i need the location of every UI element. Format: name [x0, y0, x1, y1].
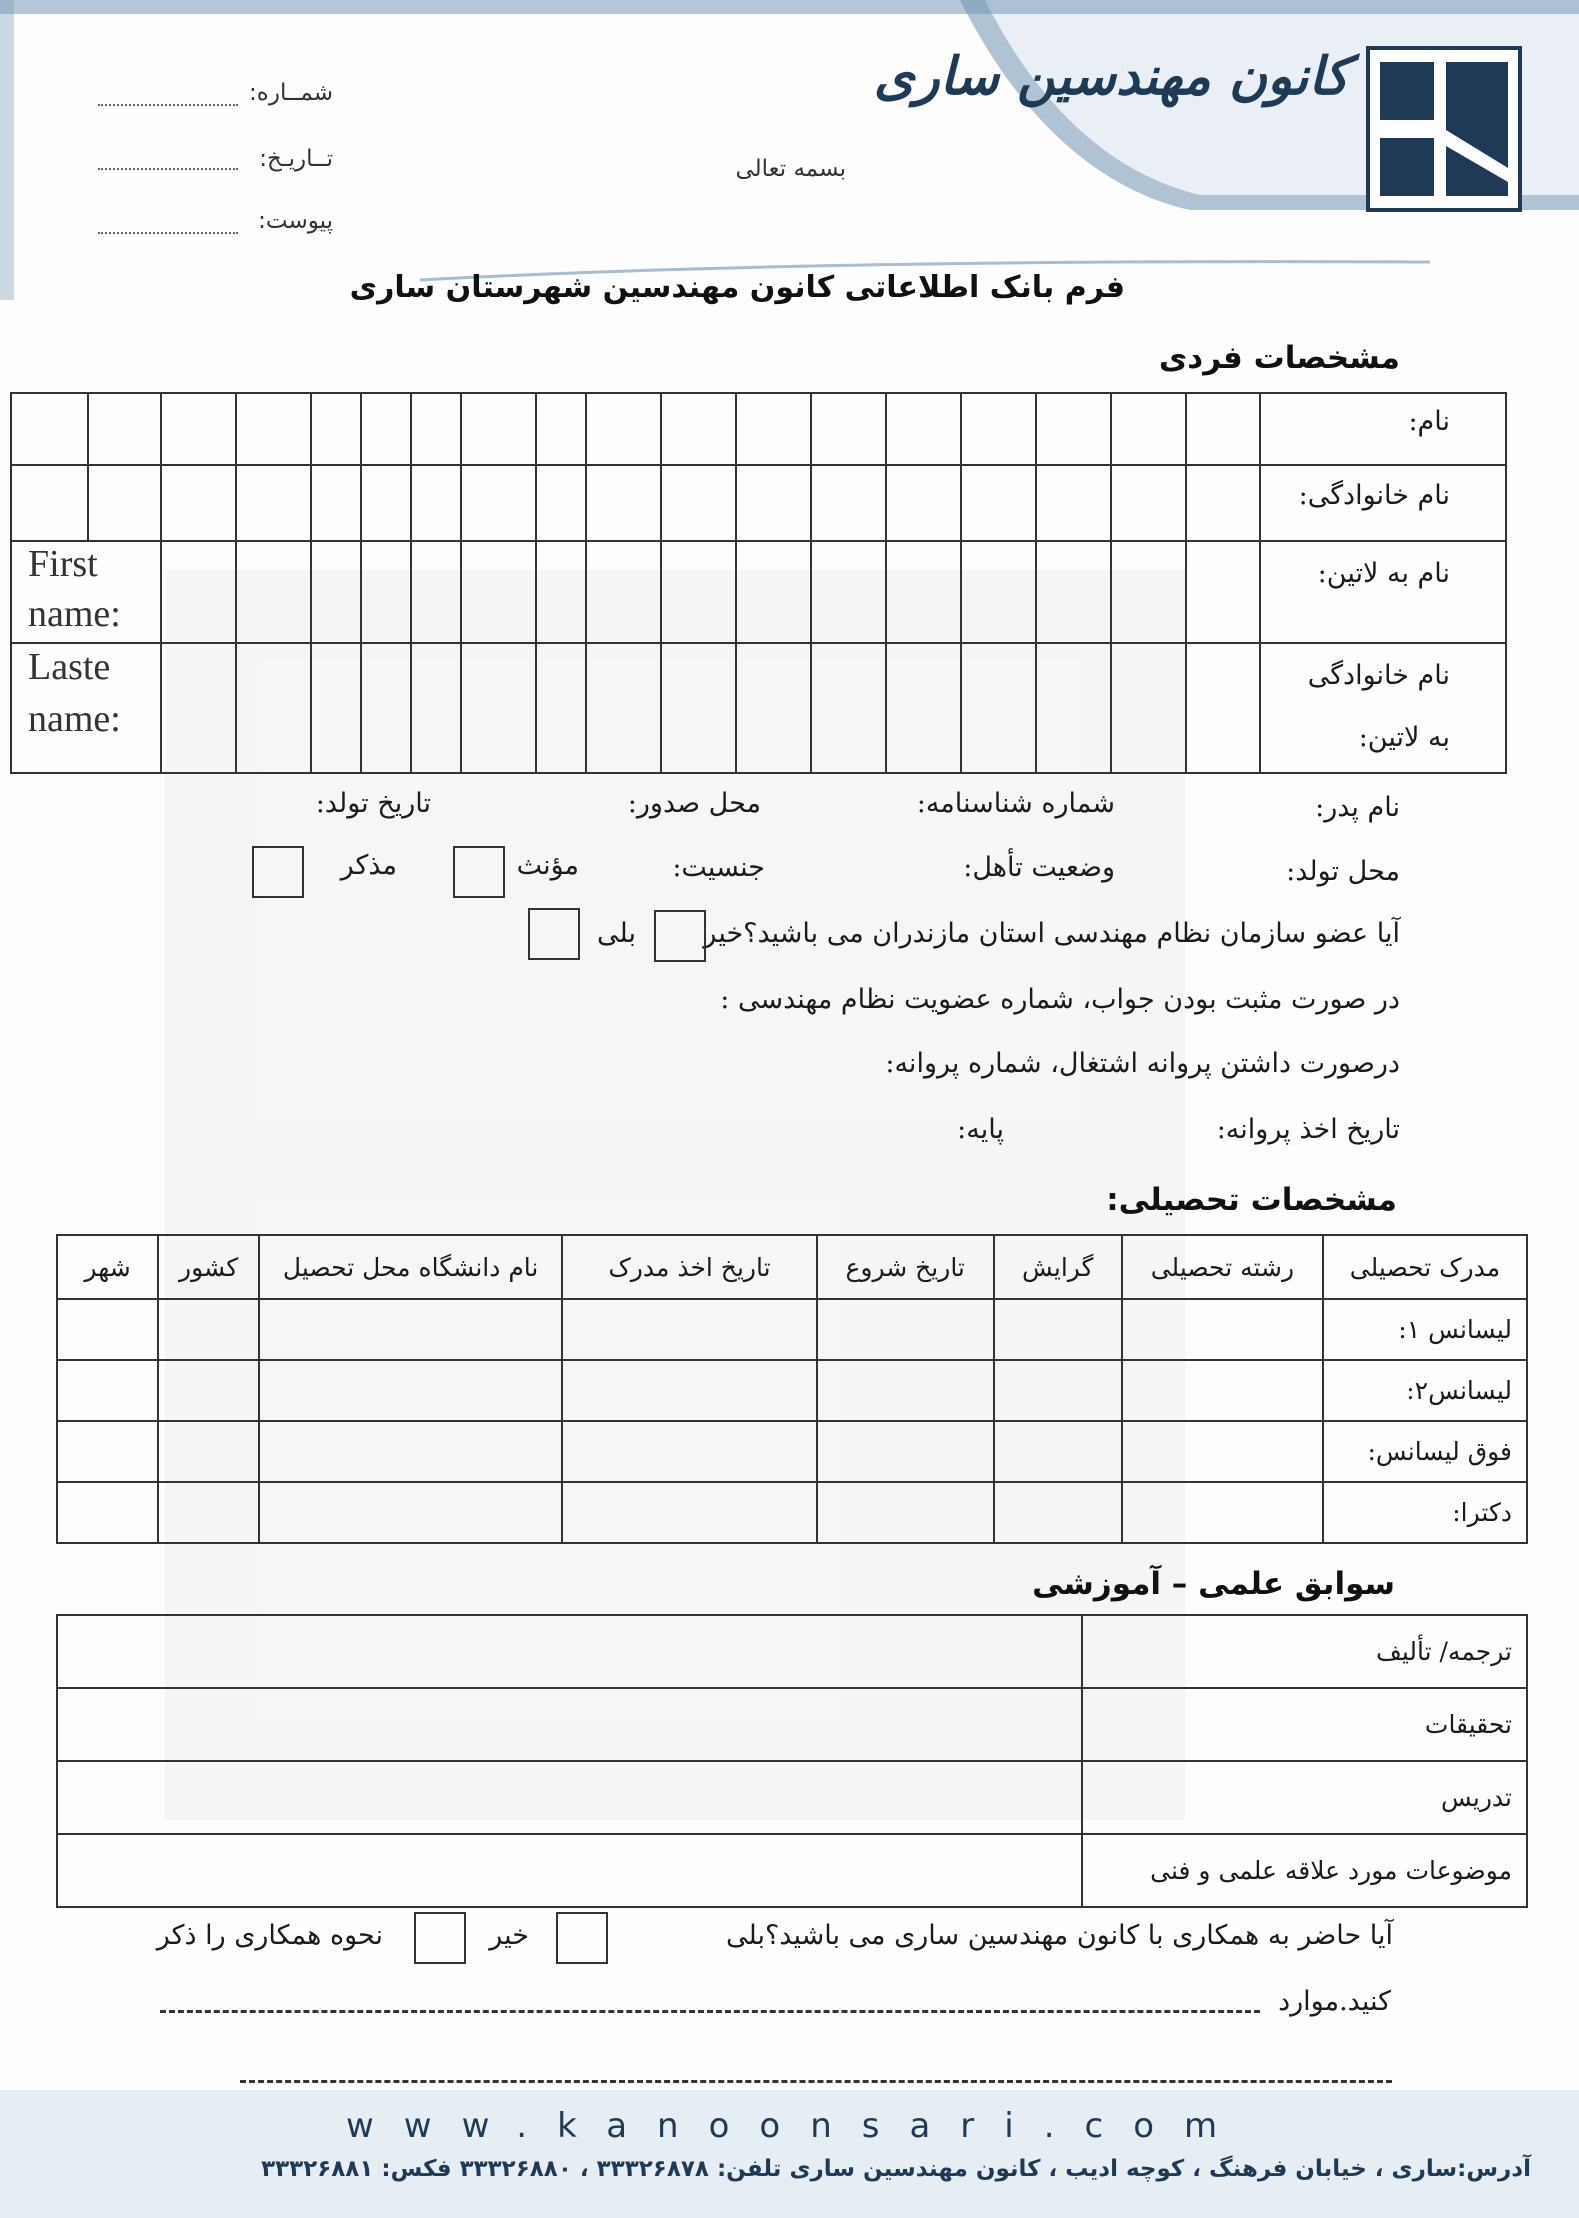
- membership-number-label: در صورت مثبت بودن جواب، شماره عضویت نظام مهندسی :: [720, 984, 1400, 1015]
- cooperation-answer-line-1[interactable]: [160, 2010, 1260, 2013]
- cell-country[interactable]: [158, 1360, 259, 1421]
- history-row-teaching: [57, 1761, 1527, 1834]
- education-section-title: مشخصات تحصیلی:: [1106, 1182, 1397, 1218]
- cell-university[interactable]: [259, 1482, 562, 1543]
- education-header-row: [57, 1235, 1527, 1299]
- male-checkbox[interactable]: [252, 846, 304, 898]
- form-title: فرم بانک اطلاعاتی کانون مهندسین شهرستان ساری: [349, 270, 1125, 305]
- header-city: شهر: [57, 1235, 158, 1299]
- cooperation-question: آیا حاضر به همکاری با کانون مهندسین ساری می باشید؟بلی: [726, 1920, 1393, 1951]
- cell-graduation-date[interactable]: [562, 1360, 817, 1421]
- cell-specialization[interactable]: [994, 1482, 1122, 1543]
- attachment-label: پیوست:: [258, 208, 333, 234]
- cell-country[interactable]: [158, 1482, 259, 1543]
- number-field[interactable]: [98, 104, 238, 106]
- cell-city[interactable]: [57, 1482, 158, 1543]
- cell-specialization[interactable]: [994, 1360, 1122, 1421]
- attachment-field[interactable]: [98, 232, 238, 234]
- personal-section-title: مشخصات فردی: [1158, 340, 1400, 376]
- history-row-interests: [57, 1834, 1527, 1907]
- history-row-label: ترجمه/ تألیف: [1082, 1615, 1527, 1688]
- history-cell[interactable]: [57, 1688, 1082, 1761]
- cell-graduation-date[interactable]: [562, 1299, 817, 1360]
- license-date-label: تاریخ اخذ پروانه:: [1216, 1114, 1400, 1145]
- cell-city[interactable]: [57, 1299, 158, 1360]
- header-country: کشور: [158, 1235, 259, 1299]
- female-label: مؤنث: [516, 850, 579, 881]
- cooperation-yes-checkbox[interactable]: [556, 1912, 608, 1964]
- cell-specialization[interactable]: [994, 1299, 1122, 1360]
- last-name-latin-label-1: نام خانوادگی: [1307, 660, 1450, 691]
- cooperation-no-checkbox[interactable]: [414, 1912, 466, 1964]
- history-section-title: سوابق علمی – آموزشی: [1032, 1566, 1395, 1602]
- cell-start-date[interactable]: [817, 1421, 994, 1482]
- female-checkbox[interactable]: [453, 846, 505, 898]
- cell-start-date[interactable]: [817, 1360, 994, 1421]
- birth-date-label: تاریخ تولد:: [315, 788, 431, 819]
- education-row-label: لیسانس ۱:: [1323, 1299, 1527, 1360]
- last-name-en-label-1: Laste: [28, 646, 111, 688]
- date-label: تــاریـخ:: [259, 146, 333, 172]
- org-name: کانون مهندسین ساری: [873, 46, 1349, 107]
- logo-mark-icon: [1370, 50, 1518, 208]
- history-cell[interactable]: [57, 1761, 1082, 1834]
- header-start-date: تاریخ شروع: [817, 1235, 994, 1299]
- education-row-bachelor-2: [57, 1360, 1527, 1421]
- father-name-label: نام پدر:: [1315, 792, 1400, 823]
- header-specialization: گرایش: [994, 1235, 1122, 1299]
- first-name-label: نام:: [1408, 406, 1450, 437]
- member-yes-checkbox[interactable]: [528, 908, 580, 960]
- date-field[interactable]: [98, 168, 238, 170]
- member-no-checkbox[interactable]: [654, 910, 706, 962]
- cell-field[interactable]: [1122, 1299, 1323, 1360]
- org-logo: [1366, 46, 1522, 212]
- first-name-latin-label: نام به لاتین:: [1317, 558, 1450, 589]
- cell-field[interactable]: [1122, 1360, 1323, 1421]
- cell-field[interactable]: [1122, 1421, 1323, 1482]
- header-field: رشته تحصیلی: [1122, 1235, 1323, 1299]
- license-number-label: درصورت داشتن پروانه اشتغال، شماره پروانه:: [885, 1048, 1400, 1079]
- history-row-research: [57, 1688, 1527, 1761]
- cooperation-no-label: خیر: [489, 1920, 529, 1951]
- last-name-latin-label-2: به لاتین:: [1358, 722, 1450, 753]
- cell-university[interactable]: [259, 1299, 562, 1360]
- issue-place-label: محل صدور:: [627, 788, 761, 819]
- number-label: شمــاره:: [249, 80, 333, 106]
- cell-specialization[interactable]: [994, 1421, 1122, 1482]
- education-row-doctorate: [57, 1482, 1527, 1543]
- education-row-label: لیسانس۲:: [1323, 1360, 1527, 1421]
- gender-label: جنسیت:: [672, 852, 765, 883]
- birth-place-label: محل تولد:: [1286, 856, 1400, 887]
- cooperation-describe-label: نحوه همکاری را ذکر: [156, 1920, 383, 1951]
- cell-city[interactable]: [57, 1360, 158, 1421]
- history-row-translation: [57, 1615, 1527, 1688]
- cell-start-date[interactable]: [817, 1482, 994, 1543]
- first-name-en-label-1: First: [28, 543, 98, 585]
- cell-graduation-date[interactable]: [562, 1421, 817, 1482]
- last-name-label: نام خانوادگی:: [1298, 480, 1450, 511]
- last-name-en-label-2: name:: [28, 698, 121, 740]
- education-row-label: دکترا:: [1323, 1482, 1527, 1543]
- history-table: [56, 1614, 1528, 1908]
- address: آدرس:ساری ، خیابان فرهنگ ، کوچه ادیب ، کانون مهندسین ساری تلفن: ۳۳۳۲۶۸۷۸ ، ۳۳۳۲۶۸۸۰ فکس: ۳۳۳۲۶۸۸۱: [261, 2156, 1531, 2182]
- cell-university[interactable]: [259, 1360, 562, 1421]
- grade-label: پایه:: [957, 1114, 1004, 1145]
- header-graduation-date: تاریخ اخذ مدرک: [562, 1235, 817, 1299]
- cell-country[interactable]: [158, 1299, 259, 1360]
- header-band: [0, 0, 1579, 300]
- header-university: نام دانشگاه محل تحصیل: [259, 1235, 562, 1299]
- cell-city[interactable]: [57, 1421, 158, 1482]
- cell-graduation-date[interactable]: [562, 1482, 817, 1543]
- header-degree: مدرک تحصیلی: [1323, 1235, 1527, 1299]
- website[interactable]: www.kanoonsari.com: [346, 2106, 1248, 2146]
- cell-university[interactable]: [259, 1421, 562, 1482]
- history-cell[interactable]: [57, 1615, 1082, 1688]
- education-row-label: فوق لیسانس:: [1323, 1421, 1527, 1482]
- history-row-label: موضوعات مورد علاقه علمی و فنی: [1082, 1834, 1527, 1907]
- cooperation-cases-label: کنید.موارد: [1278, 1986, 1391, 2017]
- education-table: [56, 1234, 1528, 1544]
- history-row-label: تدریس: [1082, 1761, 1527, 1834]
- cell-country[interactable]: [158, 1421, 259, 1482]
- member-question: آیا عضو سازمان نظام مهندسی استان مازندران می باشید؟خیر: [703, 918, 1400, 949]
- member-yes-label: بلی: [597, 918, 636, 949]
- first-name-en-label-2: name:: [28, 593, 121, 635]
- cell-field[interactable]: [1122, 1482, 1323, 1543]
- id-number-label: شماره شناسنامه:: [916, 788, 1115, 819]
- history-cell[interactable]: [57, 1834, 1082, 1907]
- cooperation-answer-line-2[interactable]: [240, 2080, 1392, 2083]
- male-label: مذکر: [340, 850, 397, 881]
- education-row-masters: [57, 1421, 1527, 1482]
- marital-status-label: وضعیت تأهل:: [963, 852, 1115, 883]
- history-row-label: تحقیقات: [1082, 1688, 1527, 1761]
- cell-start-date[interactable]: [817, 1299, 994, 1360]
- education-row-bachelor-1: [57, 1299, 1527, 1360]
- invocation: بسمه تعالی: [735, 156, 846, 182]
